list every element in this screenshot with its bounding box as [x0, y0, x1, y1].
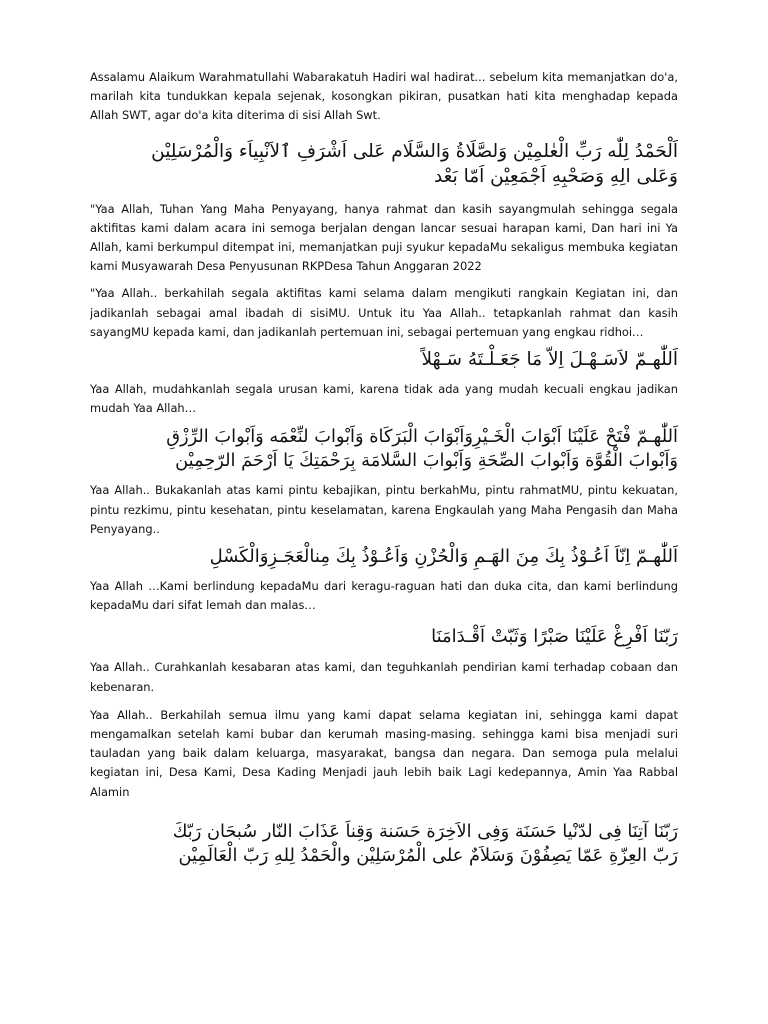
prayer-paragraph-5: Yaa Allah …Kami berlindung kepadaMu dari keragu-raguan hati dan duka cita, dan kami berlindung kepadaMu dari sifat lemah dan malas…: [90, 579, 678, 613]
opening-paragraph: Assalamu Alaikum Warahmatullahi Wabarakatuh Hadiri wal hadirat... sebelum kita memanjatkan do'a, marilah kita tundukkan kepala sejenak, kosongkan pikiran, pusatkan hati kita menghadap kepada Allah SWT, agar do'a kita diterima di sisi Allah Swt.: [90, 70, 678, 123]
arabic-prayer-ease-line: اَللّٰهـمّ لاَسَـهْـلَ اِلاّ مَا جَعَـلْـتَهُ سَـهْلاً: [421, 349, 678, 371]
arabic-prayer-patience-line: رَبّنَا اَفْرِغْ عَلَيْنَا صَبْرًا وَثَبّتْ اَقْـدَامَنَا: [431, 626, 678, 648]
arabic-closing-prayer: [90, 820, 678, 868]
arabic-prayer-open-doors-line-2: وَاَبْوابَ الْقُوَّة وَاَبْوابَ الصِّحَةِ وَاَبْوابَ السَّلامَة بِرَحْمَتِكَ يَا اَرْحَمَ الرّحِمِيْن: [175, 450, 678, 472]
prayer-paragraph-6: Yaa Allah.. Curahkanlah kesabaran atas kami, dan teguhkanlah pendirian kami terhadap cobaan dan kebenaran.: [90, 660, 678, 694]
arabic-prayer-refuge: [90, 545, 678, 569]
arabic-prayer-open-doors: [90, 425, 678, 473]
arabic-prayer-patience: [90, 625, 678, 649]
arabic-prayer-open-doors-line-1: اَللّٰهـمّ فْتَحْ عَلَيْنَا اَبْوَابَ الْخَـيْرِوَاَبْوَابَ الْبَرَكَاة وَاَبْوابَ لنِّعْمَه وَاَبْوابَ الرِّزْقِ: [166, 426, 678, 448]
arabic-prayer-ease: [90, 348, 678, 372]
document-page: [90, 68, 678, 868]
prayer-paragraph-4: Yaa Allah.. Bukakanlah atas kami pintu kebajikan, pintu berkahMu, pintu rahmatMU, pintu kekuatan, pintu rezkimu, pintu kesehatan, pintu keselamatan, karena Engkaulah yang Maha Pengasih dan Maha Penyayang..: [90, 483, 678, 536]
arabic-prayer-refuge-line: اَللّٰهـمّ اِنّاَ اَعُـوْذُ بِكَ مِنَ الهَـمِ وَالْحُزْنِ وَاَعُـوْذُ بِكَ مِنالْعَجَـزِوَالْكَسْلِ: [209, 546, 678, 568]
arabic-closing-prayer-line-2: رَبّ العِزّةِ عَمّا يَصِفُوْنَ وَسَلاَمٌ على الْمُرْسَلِيْن والْحَمْدُ لِلهِ رَبّ الْعَالَمِيْن: [178, 844, 678, 866]
prayer-paragraph-2: "Yaa Allah.. berkahilah segala aktifitas kami selama dalam mengikuti rangkain Kegiatan ini, dan jadikanlah sebagai amal ibadah di sisiMU. Untuk itu Yaa Allah.. tetapkanlah rahmat dan kasih sayangMU kepada kami, dan jadikanlah pertemuan ini, sebagai pertemuan yang engkau ridhoi…: [90, 286, 678, 339]
arabic-hamdalah: [90, 139, 678, 189]
prayer-paragraph-1: "Yaa Allah, Tuhan Yang Maha Penyayang, hanya rahmat dan kasih sayangmulah sehingga segala aktifitas kami dalam acara ini semoga berjalan dengan lancar sesuai harapan kami, Dan hari ini Ya Allah, kami berkumpul ditempat ini, memanjatkan puji syukur kepadaMu sekaligus membuka kegiatan kami Musyawarah Desa Penyusunan RKPDesa Tahun Anggaran 2022: [90, 201, 678, 274]
arabic-hamdalah-line-2: وَعَلى الِهِ وَصَحْبِهِ اَجْمَعِيْن اَمّا بَعْد: [433, 165, 678, 187]
arabic-closing-prayer-line-1: رَبّنَا آتِنَا فِى لدّنْيا حَسَنَة وَفِى الاَخِرَة حَسَنة وَقِناَ عَذَابَ النّار سُبحَان رَبّكَ: [172, 820, 678, 842]
prayer-paragraph-7: Yaa Allah.. Berkahilah semua ilmu yang kami dapat selama kegiatan ini, sehingga kami dapat mengamalkan setelah kami bubar dan kerumah masing-masing. sehingga kami bisa menjadi suri tauladan yang baik dalam keluarga, masyarakat, bangsa dan negara. Dan semoga pula melalui kegiatan ini, Desa Kami, Desa Kading Menjadi jauh lebih baik Lagi kedepannya, Amin Yaa Rabbal Alamin: [90, 707, 678, 799]
arabic-hamdalah-line-1: اَلْحَمْدُ لِلّٰه رَبِّ الْعٰلمِيْن وَلصَّلَاةُ وَالسَّلَام عَلى اَشْرَفِ ٱلاَنْبِياَء وَالْمُرْسَلِيْن: [151, 140, 678, 162]
prayer-paragraph-3: Yaa Allah, mudahkanlah segala urusan kami, karena tidak ada yang mudah kecuali engkau jadikan mudah Yaa Allah…: [90, 382, 678, 416]
